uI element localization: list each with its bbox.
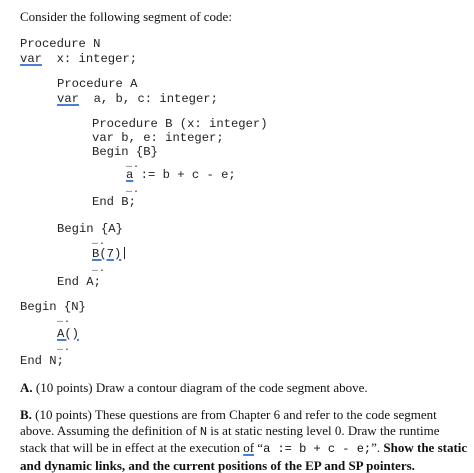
code-ellipsis: …. — [57, 315, 72, 326]
code-line-proc-b: Procedure B (x: integer) — [92, 117, 268, 131]
question-b-emphasis: Show the static and dynamic links, and the current positions of the EP and SP pointers. — [20, 440, 468, 473]
code-ellipsis: …. — [57, 343, 72, 354]
text-cursor — [124, 247, 125, 259]
assign-target: a — [126, 168, 134, 182]
code-line-end-a: End A; — [57, 275, 101, 289]
code-line-proc-a: Procedure A — [57, 77, 138, 91]
code-ellipsis: …. — [126, 160, 141, 171]
var-keyword: var — [57, 92, 79, 106]
code-ellipsis: …. — [126, 185, 141, 196]
code-line-call-a — [57, 327, 79, 341]
question-a: A. (10 points) Draw a contour diagram of the code segment above. — [20, 380, 368, 395]
call-b: B(7) — [92, 247, 122, 261]
call-a: A() — [57, 327, 79, 341]
code-line-var-b: var b, e: integer; — [92, 131, 224, 145]
code-line-begin-a: Begin {A} — [57, 222, 123, 236]
var-keyword: var — [20, 52, 42, 66]
code-ellipsis: …. — [92, 264, 107, 275]
code-line-begin-b: Begin {B} — [92, 145, 158, 159]
code-line-assign: a := b + c - e; — [126, 168, 236, 182]
code-line-begin-n: Begin {N} — [20, 300, 86, 314]
statement-ref: a := b + c - e; — [263, 442, 372, 456]
code-line-call-b — [92, 247, 125, 261]
code-line-var-n: var x: integer; — [20, 52, 138, 66]
code-line-proc-n: Procedure N — [20, 37, 101, 51]
intro-text: Consider the following segment of code: — [20, 9, 232, 24]
question-b: B. (10 points) These questions are from Chapter 6 and refer to the code segment above. Assuming the definition of N is at static nesting level 0. Draw the runtime stack that will be in effect at the execution of “a := b + c - e;”. Show the static and dynamic links, and the current positions of the EP and SP pointers. — [20, 407, 468, 473]
code-line-end-b: End B; — [92, 195, 136, 209]
code-ellipsis: …. — [92, 237, 107, 248]
question-b-label: B. — [20, 407, 32, 422]
question-a-label: A. — [20, 380, 33, 395]
code-line-var-a: var a, b, c: integer; — [57, 92, 218, 106]
code-line-end-n: End N; — [20, 354, 64, 368]
